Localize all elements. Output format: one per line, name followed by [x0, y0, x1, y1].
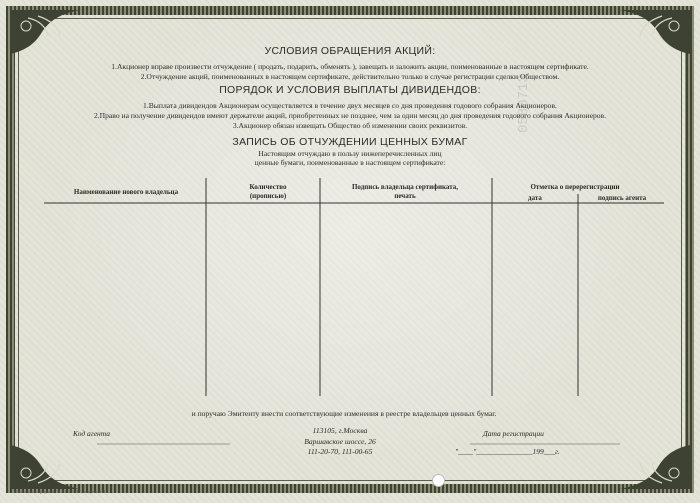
registration-date-blank: "____"_______________199___г.	[455, 447, 560, 456]
terms-title: УСЛОВИЯ ОБРАЩЕНИЯ АКЦИЙ:	[264, 45, 436, 57]
dividends-line-3: 3.Акционер обязан извещать Общество об изменении своих реквизитов.	[232, 121, 468, 130]
terms-line-1: 1.Акционер вправе произвести отчуждение ( продать, подарить, обменять ), завещать и заложить акции, поименованные в настоящем сертификате.	[111, 62, 589, 71]
printer-credit: Изготовлено фирмой "И.Т.Г.Р.А.Ф", лицензия Н4	[14, 489, 108, 494]
transfer-line-2: ценные бумаги, поименованные в настоящем сертификате:	[254, 158, 446, 167]
instruction-text: и поручаю Эмитенту внести соответствующие изменения в реестре владельцев ценных бумаг.	[191, 409, 497, 418]
address-city: 113105, г.Москва	[312, 426, 368, 435]
col-stamp: печать	[394, 192, 416, 200]
col-date: дата	[528, 194, 542, 202]
col-agent-signature: подпись агента	[597, 194, 647, 202]
faded-serial-number: 0580713	[516, 74, 532, 133]
dividends-line-2: 2.Право на получение дивидендов имеют держатели акций, приобретенных не позднее, чем за один месяц до дня проведения годового собрания Акционеров.	[93, 111, 607, 120]
col-quantity: Количество	[249, 183, 287, 191]
col-new-owner: Наименование нового владельца	[73, 188, 179, 196]
address-street: Варшавское шоссе, 26	[304, 437, 376, 446]
dividends-title: ПОРЯДОК И УСЛОВИЯ ВЫПЛАТЫ ДИВИДЕНДОВ:	[219, 84, 481, 96]
registration-date-label: Дата регистрации	[483, 429, 544, 438]
col-reregistration: Отметка о перерегистрации	[530, 183, 620, 191]
transfer-line-1: Настоящим отчуждаю в пользу нижеперечисленных лиц	[258, 149, 442, 158]
punch-hole	[432, 474, 445, 487]
agent-code-label: Код агента	[73, 429, 110, 438]
col-signature: Подпись владельца сертификата,	[351, 183, 459, 191]
transfer-title: ЗАПИСЬ ОБ ОТЧУЖДЕНИИ ЦЕННЫХ БУМАГ	[232, 136, 468, 148]
dividends-line-1: 1.Выплата дивидендов Акционерам осуществляется в течение двух месяцев со дня проведения годового собрания Акционеров.	[143, 101, 557, 110]
col-quantity-words: (прописью)	[249, 192, 287, 200]
address-phones: 111-20-70, 111-00-65	[307, 447, 373, 456]
terms-line-2: 2.Отчуждение акций, поименованных в настоящем сертификате, действительно только в случае регистрации сделки Обществом.	[140, 72, 560, 81]
